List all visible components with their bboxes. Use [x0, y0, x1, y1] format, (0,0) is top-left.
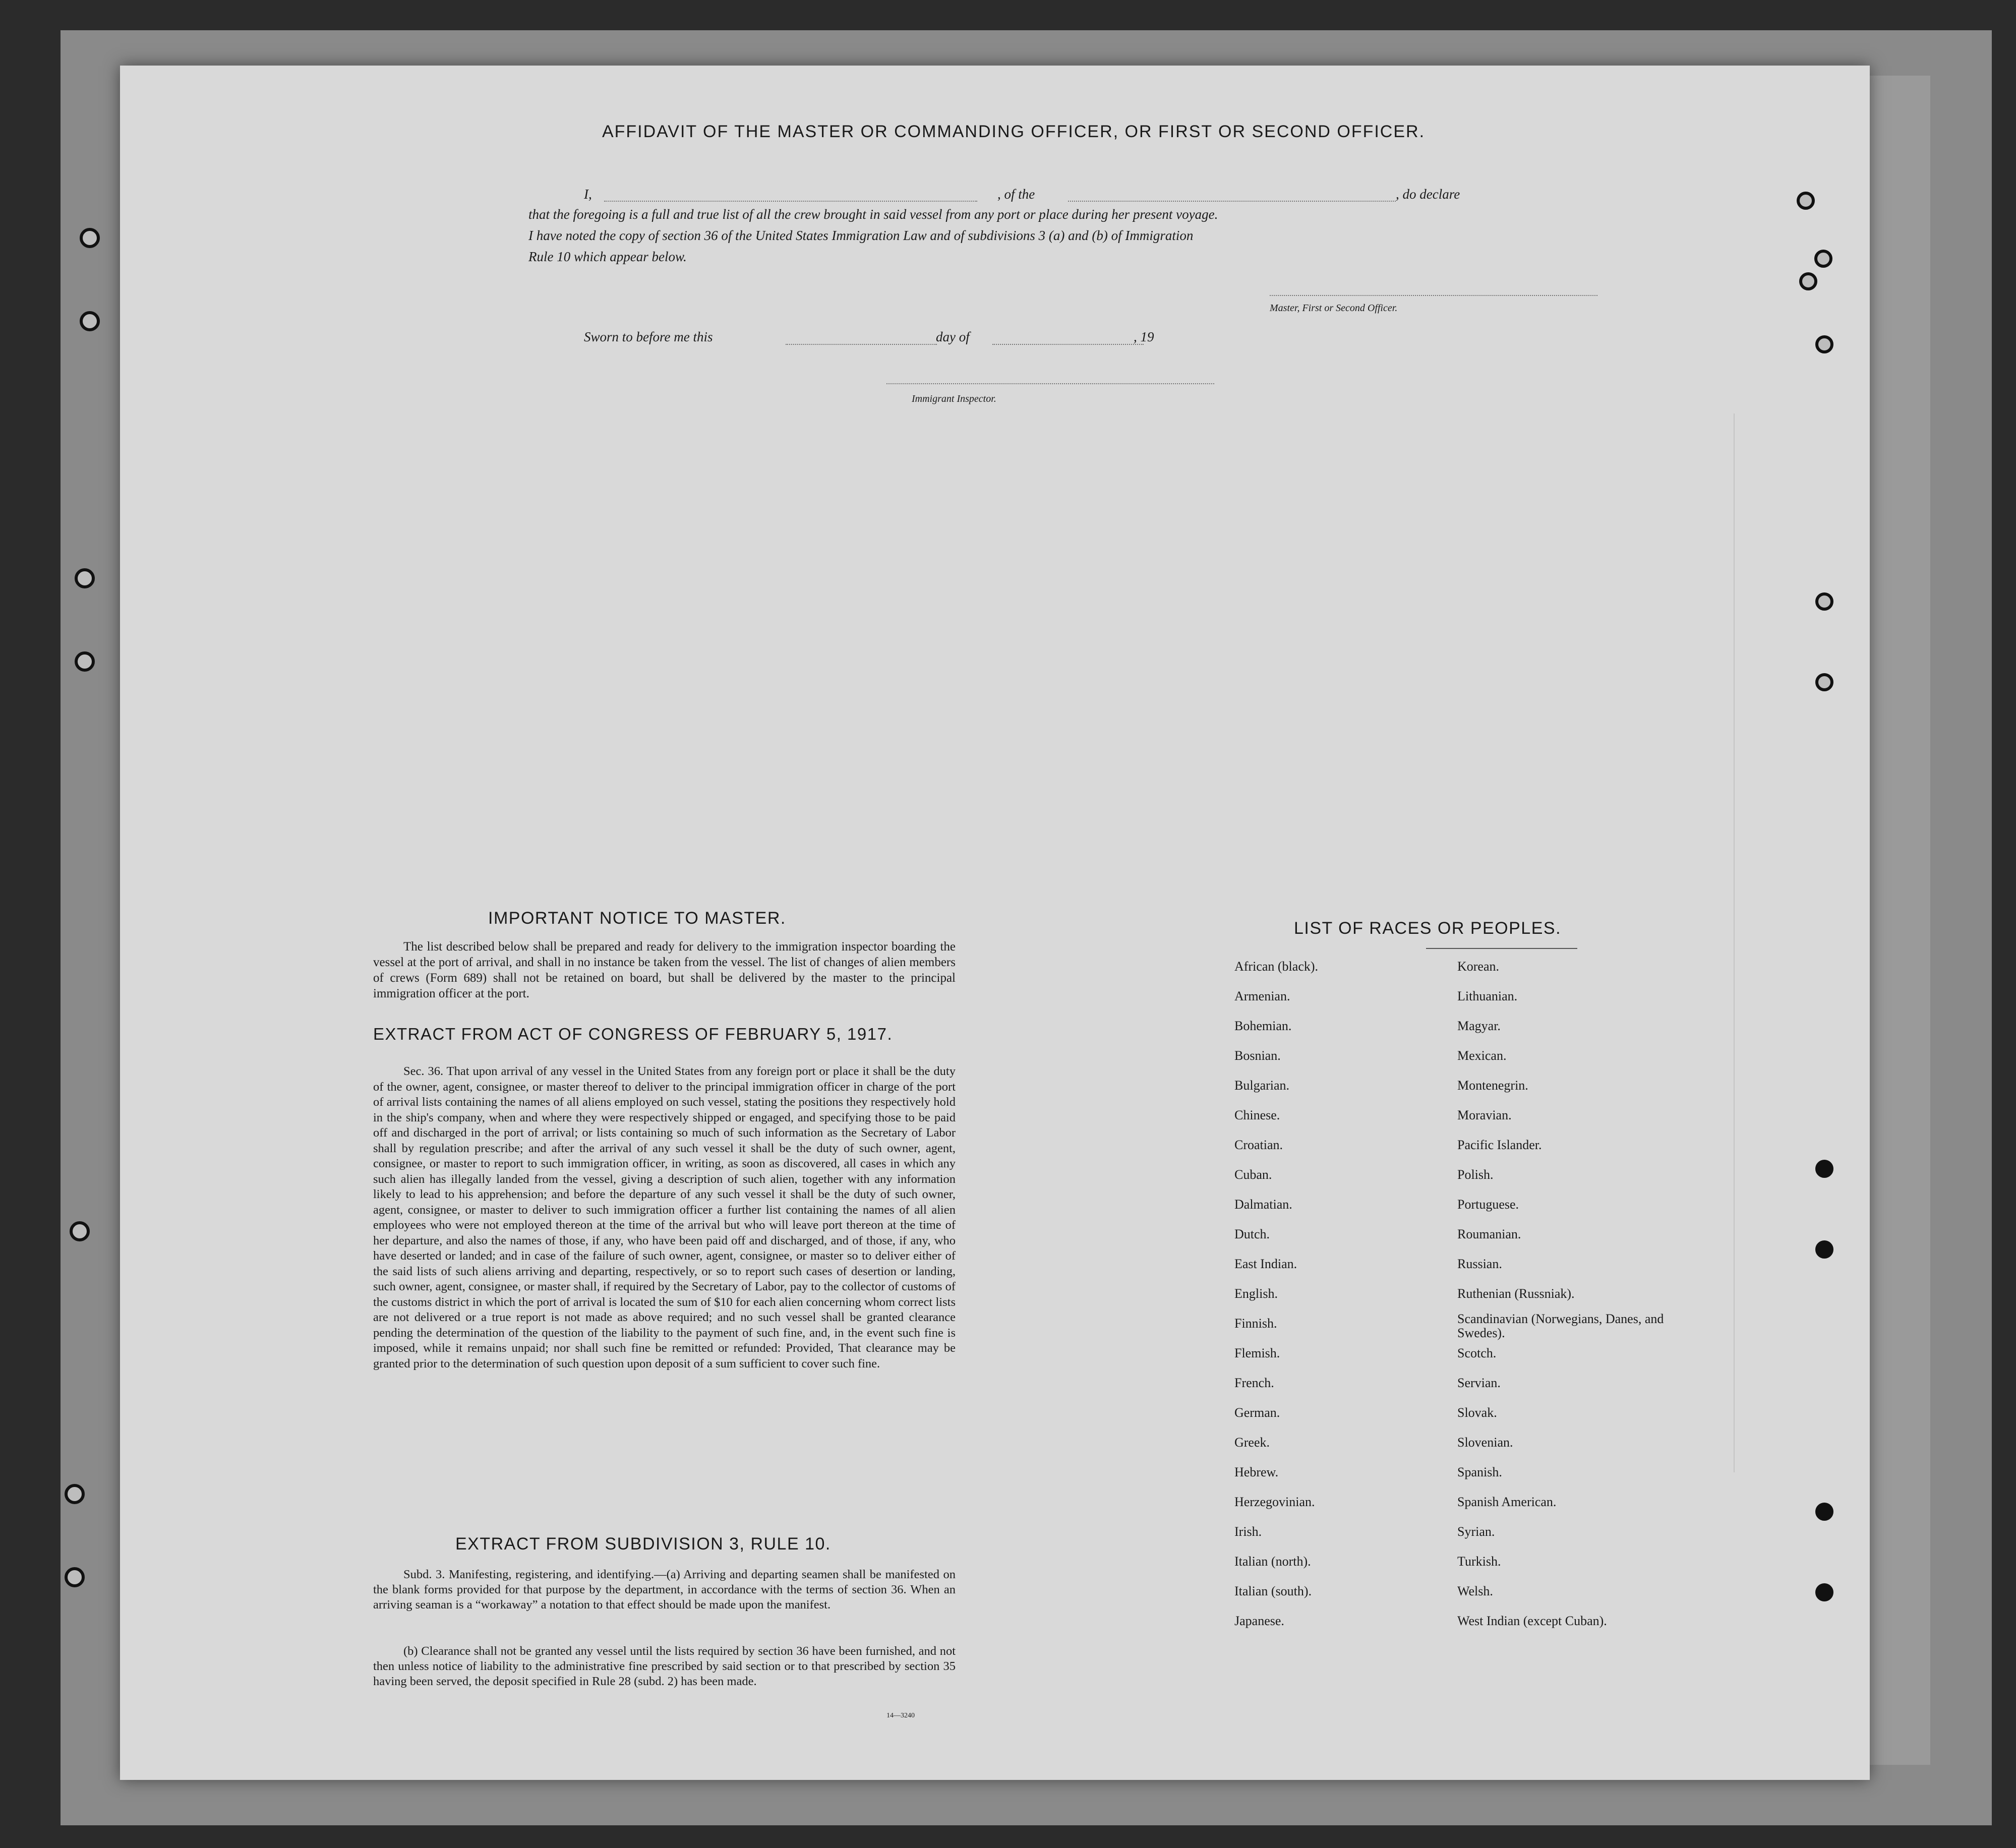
sworn-label: Sworn to before me this	[584, 329, 713, 344]
binder-hole	[1815, 1583, 1833, 1601]
race-item: Magyar.	[1457, 1019, 1501, 1033]
race-item: Polish.	[1457, 1167, 1494, 1182]
extract-act-text: Sec. 36. That upon arrival of any vessel in the United States from any foreign port or place it shall be the duty of the owner, agent, consignee, or master thereof to deliver to the principal immigration officer in charge of the port of arrival lists containing the names of all aliens employed on such vessel, stating the positions they respectively hold in the ship's company, when and where they were respectively shipped or engaged, and specifying those to be paid off and discharged in the port of arrival; or lists containing so much of such information as the Secretary of Labor shall by regulation prescribe; and after the arrival of any such vessel it shall be the duty of such owner, agent, consignee, or master to report to such immigration officer, in writing, as soon as discovered, all cases in which any such alien has illegally landed from the vessel, giving a description of such alien, together with any information likely to lead to his apprehension; and before the departure of any such vessel it shall be the duty of such owner, agent, consignee, or master to deliver to such immigration officer a further list containing the names of all alien employees who were not employed thereon at the time of the arrival but who will leave port thereon at the time of her departure, and also the names of those, if any, who have been paid off and discharged, and of those, if any, who have deserted or landed; and in case of the failure of such owner, agent, consignee, or master so to deliver either of the said lists of such aliens arriving and departing, respectively, or so to report such cases of desertion or landing, such owner, agent, consignee, or master shall, if required by the Secretary of Labor, pay to the collector of customs of the customs district in which the port of arrival is located the sum of $10 for each alien concerning whom correct lists are not delivered or a true report is not made as above required; and no such vessel shall be granted clearance pending the determination of the question of the liability to the payment of such fine, and, in the event such fine is imposed, while it remains unpaid; nor shall such fine be remitted or refunded: Provided, That clearance may be granted prior to the determination of such question upon deposit of a sum sufficient to cover such fine.	[373, 1064, 956, 1370]
binder-hole	[80, 311, 100, 331]
race-item: Japanese.	[1234, 1614, 1284, 1628]
bleed-through-marks	[1734, 413, 1825, 1472]
race-item: Russian.	[1457, 1257, 1502, 1271]
affidavit-of-the-label: , of the	[997, 187, 1035, 202]
race-item: African (black).	[1234, 959, 1319, 974]
day-of-label: day of	[936, 329, 970, 344]
extract-act-heading: EXTRACT FROM ACT OF CONGRESS OF FEBRUARY 5, 1917.	[373, 1025, 893, 1043]
race-item: Pacific Islander.	[1457, 1138, 1542, 1152]
race-item: Finnish.	[1234, 1316, 1277, 1331]
race-item: Scotch.	[1457, 1346, 1497, 1360]
manifest-page	[120, 66, 1870, 1780]
race-item: Chinese.	[1234, 1108, 1280, 1122]
race-item: Dalmatian.	[1234, 1197, 1292, 1212]
binder-hole	[1797, 192, 1815, 210]
race-item: Dutch.	[1234, 1227, 1270, 1241]
binder-hole	[1814, 250, 1832, 268]
race-item: Bosnian.	[1234, 1048, 1281, 1063]
affidavit-line-4: Rule 10 which appear below.	[528, 249, 687, 264]
race-item: Welsh.	[1457, 1584, 1493, 1598]
race-item: East Indian.	[1234, 1257, 1297, 1271]
race-item: Greek.	[1234, 1435, 1270, 1450]
master-signature-line	[1270, 295, 1597, 296]
binder-hole	[65, 1567, 85, 1587]
binder-hole	[1815, 1503, 1833, 1521]
race-item: Slovenian.	[1457, 1435, 1513, 1450]
form-number: 14—3240	[886, 1712, 915, 1719]
race-item: Slovak.	[1457, 1405, 1497, 1420]
race-item: Spanish.	[1457, 1465, 1502, 1479]
notice-text: The list described below shall be prepared and ready for delivery to the immigration inspector boarding the vessel at the port of arrival, and shall in no instance be taken from the vessel. The list of changes of alien members of crews (Form 689) shall not be retained on board, but shall be delivered by the master to the principal immigration officer at the port.	[373, 940, 956, 1000]
race-item: Servian.	[1457, 1376, 1501, 1390]
race-item: Turkish.	[1457, 1554, 1501, 1569]
affidavit-do-declare: , do declare	[1396, 187, 1460, 202]
race-item: Syrian.	[1457, 1524, 1495, 1539]
race-item: French.	[1234, 1376, 1274, 1390]
race-item: Armenian.	[1234, 989, 1290, 1003]
race-item: Portuguese.	[1457, 1197, 1519, 1212]
vessel-name-line	[1068, 201, 1396, 202]
notice-heading: IMPORTANT NOTICE TO MASTER.	[488, 909, 786, 928]
inspector-signature-caption: Immigrant Inspector.	[912, 393, 996, 404]
page-edge-strip	[1870, 76, 1930, 1765]
race-item: Flemish.	[1234, 1346, 1280, 1360]
binder-hole	[80, 228, 100, 248]
binder-hole	[65, 1484, 85, 1504]
race-item: Irish.	[1234, 1524, 1262, 1539]
master-name-line	[604, 201, 977, 202]
master-signature-caption: Master, First or Second Officer.	[1270, 303, 1398, 314]
binder-hole	[70, 1221, 90, 1241]
race-item: Mexican.	[1457, 1048, 1507, 1063]
race-item: German.	[1234, 1405, 1280, 1420]
race-item: Croatian.	[1234, 1138, 1283, 1152]
binder-hole	[75, 651, 95, 672]
race-item: Bohemian.	[1234, 1019, 1292, 1033]
race-item: West Indian (except Cuban).	[1457, 1614, 1607, 1628]
race-item: Bulgarian.	[1234, 1078, 1290, 1093]
races-heading-rule	[1426, 948, 1577, 949]
race-item: Lithuanian.	[1457, 989, 1518, 1003]
race-item: Korean.	[1457, 959, 1500, 974]
race-item: Moravian.	[1457, 1108, 1512, 1122]
sworn-day-line	[786, 344, 937, 345]
race-item: Scandinavian (Norwegians, Danes, and Swedes).	[1457, 1312, 1664, 1340]
extract-rule-text-b: (b) Clearance shall not be granted any vessel until the lists required by section 36 have been furnished, and not then unless notice of liability to the administrative fine prescribed by said section or to that prescribed by section 35 having been served, the deposit specified in Rule 28 (subd. 2) has been made.	[373, 1644, 956, 1688]
affidavit-line-2: that the foregoing is a full and true list of all the crew brought in said vessel from any port or place during her present voyage.	[528, 207, 1218, 222]
sworn-month-line	[992, 344, 1144, 345]
extract-rule-text-a: Subd. 3. Manifesting, registering, and identifying.—(a) Arriving and departing seamen shall be manifested on the blank forms provided for that purpose by the department, in accordance with the terms of section 36. When an arriving seaman is a “workaway” a notation to that effect should be made upon the manifest.	[373, 1568, 956, 1612]
inspector-signature-line	[886, 383, 1214, 384]
race-item: Cuban.	[1234, 1167, 1272, 1182]
race-item: Roumanian.	[1457, 1227, 1521, 1241]
race-item: English.	[1234, 1286, 1278, 1301]
year-label: , 19	[1134, 329, 1154, 344]
race-item: Spanish American.	[1457, 1495, 1557, 1509]
extract-rule-heading: EXTRACT FROM SUBDIVISION 3, RULE 10.	[455, 1534, 831, 1554]
affidavit-line-3: I have noted the copy of section 36 of the United States Immigration Law and of subdivisions 3 (a) and (b) of Immigration	[528, 228, 1194, 243]
affidavit-i-label: I,	[584, 187, 592, 202]
race-item: Hebrew.	[1234, 1465, 1279, 1479]
race-item: Montenegrin.	[1457, 1078, 1528, 1093]
races-heading: LIST OF RACES OR PEOPLES.	[1294, 919, 1562, 938]
race-item: Italian (south).	[1234, 1584, 1312, 1598]
binder-hole	[1815, 335, 1833, 353]
binder-hole	[75, 568, 95, 588]
race-item: Herzegovinian.	[1234, 1495, 1315, 1509]
affidavit-title: AFFIDAVIT OF THE MASTER OR COMMANDING OFFICER, OR FIRST OR SECOND OFFICER.	[602, 122, 1426, 141]
binder-hole	[1799, 272, 1817, 290]
race-item: Ruthenian (Russniak).	[1457, 1286, 1575, 1301]
race-item: Italian (north).	[1234, 1554, 1311, 1569]
